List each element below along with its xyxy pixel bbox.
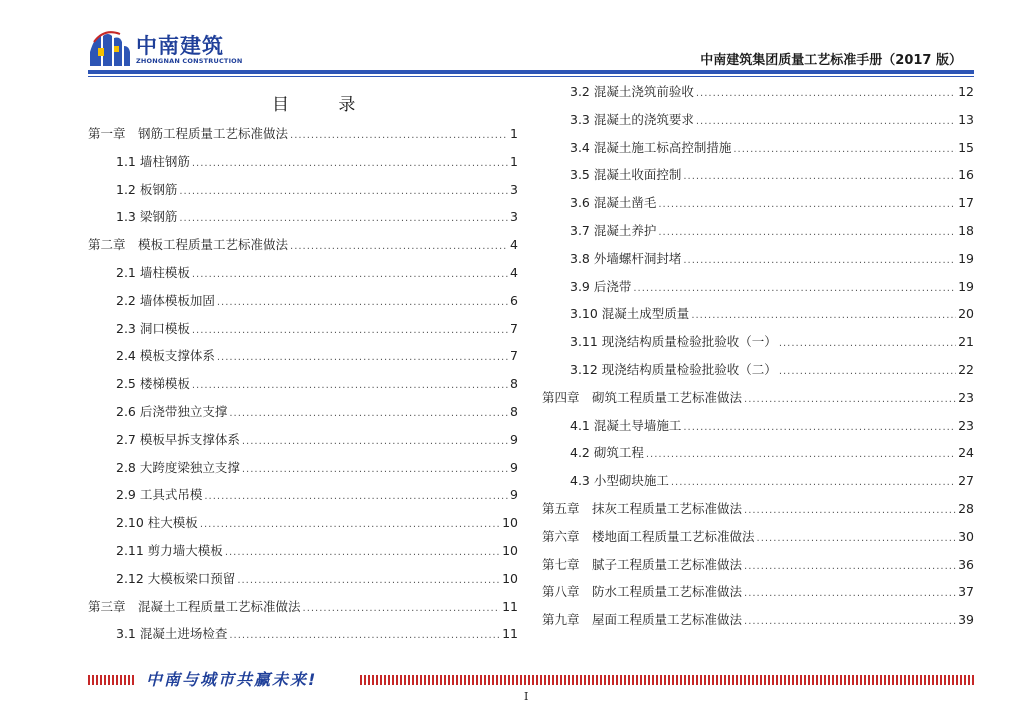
logo-building-icon	[88, 30, 132, 68]
toc-entry-page: 23	[958, 389, 974, 405]
toc-dot-leader	[683, 414, 956, 442]
toc-dot-leader	[192, 150, 508, 178]
toc-entry-page: 20	[958, 306, 974, 322]
toc-entry-label: 第一章 钢筋工程质量工艺标准做法	[88, 126, 289, 141]
company-logo	[88, 26, 243, 70]
toc-entry-page: 1	[510, 153, 518, 169]
toc-entry-page: 10	[502, 515, 518, 531]
toc-entry-page: 1	[510, 126, 518, 141]
toc-section-entry[interactable]	[542, 134, 974, 162]
toc-entry-label: 4.1 混凝土导墙施工	[570, 417, 682, 433]
footer-band	[88, 670, 974, 689]
toc-dot-leader	[633, 275, 956, 303]
toc-entry-label: 第八章 防水工程质量工艺标准做法	[542, 584, 743, 600]
toc-entry-label: 4.3 小型砌块施工	[570, 473, 669, 489]
toc-dot-leader	[658, 191, 956, 219]
toc-dot-leader	[179, 178, 508, 206]
toc-entry-page: 8	[510, 403, 518, 419]
toc-entry-page: 17	[958, 195, 974, 211]
toc-entry-label: 3.1 混凝土进场检查	[116, 626, 228, 642]
toc-heading: 目 录	[272, 95, 378, 115]
toc-entry-page: 8	[510, 376, 518, 392]
header-rule-thin	[88, 76, 974, 77]
toc-section-entry[interactable]	[88, 203, 518, 231]
toc-section-entry[interactable]	[542, 189, 974, 217]
logo-english-name: ZHONGNAN CONSTRUCTION	[136, 57, 243, 65]
toc-section-entry[interactable]	[88, 315, 518, 343]
toc-section-entry[interactable]	[542, 439, 974, 467]
toc-section-entry[interactable]	[88, 398, 518, 426]
toc-entry-label: 第六章 楼地面工程质量工艺标准做法	[542, 528, 755, 544]
toc-entry-label: 2.10 柱大模板	[116, 515, 198, 531]
toc-chapter-entry[interactable]	[542, 578, 974, 606]
toc-entry-page: 13	[958, 111, 974, 127]
toc-entry-page: 7	[510, 348, 518, 364]
toc-entry-label: 2.6 后浇带独立支撑	[116, 403, 228, 419]
toc-chapter-entry[interactable]	[542, 551, 974, 579]
logo-company-name: 中南建筑	[136, 34, 224, 58]
toc-section-entry[interactable]	[88, 176, 518, 204]
toc-entry-page: 12	[958, 84, 974, 99]
toc-section-entry[interactable]	[542, 467, 974, 495]
toc-section-entry[interactable]	[88, 342, 518, 370]
toc-dot-leader	[658, 219, 956, 247]
toc-dot-leader	[229, 622, 500, 650]
header-rule	[88, 70, 974, 74]
toc-dot-leader	[200, 511, 500, 539]
toc-entry-label: 2.8 大跨度梁独立支撑	[116, 459, 240, 475]
toc-dot-leader	[744, 580, 956, 608]
toc-dot-leader	[217, 344, 508, 372]
toc-entry-label: 3.8 外墙螺杆洞封堵	[570, 250, 682, 266]
toc-entry-page: 23	[958, 417, 974, 433]
toc-dot-leader	[237, 567, 500, 595]
toc-entry-page: 36	[958, 556, 974, 572]
toc-section-entry[interactable]	[88, 454, 518, 482]
toc-entry-label: 1.2 板钢筋	[116, 181, 178, 197]
toc-dot-leader	[290, 122, 508, 150]
toc-section-entry[interactable]	[88, 537, 518, 565]
toc-section-entry[interactable]	[542, 78, 974, 106]
toc-dot-leader	[779, 358, 956, 386]
toc-dot-leader	[290, 233, 508, 261]
toc-dot-leader	[192, 372, 508, 400]
toc-dot-leader	[229, 400, 508, 428]
toc-section-entry[interactable]	[542, 328, 974, 356]
toc-entry-page: 7	[510, 320, 518, 336]
toc-entry-label: 第三章 混凝土工程质量工艺标准做法	[88, 598, 301, 614]
toc-chapter-entry[interactable]	[88, 120, 518, 148]
toc-dot-leader	[192, 317, 508, 345]
toc-section-entry[interactable]	[542, 106, 974, 134]
toc-entry-page: 4	[510, 237, 518, 253]
toc-section-entry[interactable]	[88, 259, 518, 287]
toc-entry-page: 18	[958, 222, 974, 238]
toc-entry-page: 28	[958, 500, 974, 516]
toc-left-column	[88, 120, 518, 648]
toc-section-entry[interactable]	[542, 245, 974, 273]
toc-entry-page: 11	[502, 626, 518, 642]
toc-section-entry[interactable]	[88, 426, 518, 454]
toc-chapter-entry[interactable]	[542, 384, 974, 412]
toc-entry-page: 21	[958, 334, 974, 350]
toc-entry-label: 3.2 混凝土浇筑前验收	[570, 84, 694, 99]
toc-entry-label: 3.12 现浇结构质量检验批验收（二）	[570, 361, 777, 377]
toc-entry-page: 10	[502, 570, 518, 586]
toc-entry-label: 2.2 墙体模板加固	[116, 292, 215, 308]
toc-right-column	[542, 78, 974, 634]
toc-dot-leader	[691, 302, 956, 330]
toc-dot-leader	[671, 469, 956, 497]
toc-section-entry[interactable]	[542, 300, 974, 328]
page-number: I	[524, 690, 529, 703]
toc-entry-label: 第七章 腻子工程质量工艺标准做法	[542, 556, 743, 572]
toc-entry-page: 3	[510, 209, 518, 225]
toc-entry-page: 27	[958, 473, 974, 489]
footer-stripes-right	[360, 675, 974, 685]
toc-entry-page: 19	[958, 278, 974, 294]
toc-entry-page: 9	[510, 459, 518, 475]
toc-entry-page: 9	[510, 487, 518, 503]
toc-entry-label: 2.9 工具式吊模	[116, 487, 203, 503]
toc-entry-label: 1.1 墙柱钢筋	[116, 153, 190, 169]
toc-section-entry[interactable]	[88, 565, 518, 593]
footer-slogan: 中南与城市共赢未来!	[146, 670, 318, 689]
toc-entry-label: 3.10 混凝土成型质量	[570, 306, 690, 322]
toc-entry-page: 19	[958, 250, 974, 266]
toc-entry-label: 2.1 墙柱模板	[116, 264, 190, 280]
toc-entry-label: 第九章 屋面工程质量工艺标准做法	[542, 612, 743, 628]
toc-dot-leader	[733, 136, 956, 164]
toc-entry-page: 16	[958, 167, 974, 183]
toc-entry-page: 24	[958, 445, 974, 461]
toc-dot-leader	[683, 163, 956, 191]
toc-section-entry[interactable]	[542, 356, 974, 384]
toc-entry-label: 4.2 砌筑工程	[570, 445, 644, 461]
toc-chapter-entry[interactable]	[88, 231, 518, 259]
toc-dot-leader	[683, 247, 956, 275]
toc-dot-leader	[744, 386, 956, 414]
toc-dot-leader	[744, 553, 956, 581]
toc-dot-leader	[744, 608, 956, 636]
toc-entry-page: 37	[958, 584, 974, 600]
toc-chapter-entry[interactable]	[88, 593, 518, 621]
toc-section-entry[interactable]	[88, 148, 518, 176]
toc-dot-leader	[192, 261, 508, 289]
toc-entry-page: 6	[510, 292, 518, 308]
toc-dot-leader	[303, 595, 501, 623]
toc-section-entry[interactable]	[88, 509, 518, 537]
toc-entry-label: 3.9 后浇带	[570, 278, 632, 294]
toc-chapter-entry[interactable]	[542, 495, 974, 523]
toc-dot-leader	[217, 289, 508, 317]
document-title: 中南建筑集团质量工艺标准手册（2017 版）	[700, 53, 962, 68]
toc-entry-page: 30	[958, 528, 974, 544]
toc-entry-label: 3.11 现浇结构质量检验批验收（一）	[570, 334, 777, 350]
toc-chapter-entry[interactable]	[542, 523, 974, 551]
toc-dot-leader	[646, 441, 956, 469]
toc-entry-page: 3	[510, 181, 518, 197]
toc-entry-page: 4	[510, 264, 518, 280]
toc-entry-label: 3.7 混凝土养护	[570, 222, 657, 238]
toc-entry-page: 11	[502, 598, 518, 614]
toc-entry-label: 3.5 混凝土收面控制	[570, 167, 682, 183]
toc-dot-leader	[225, 539, 500, 567]
toc-dot-leader	[242, 456, 508, 484]
toc-section-entry[interactable]	[88, 370, 518, 398]
toc-entry-label: 3.3 混凝土的浇筑要求	[570, 111, 694, 127]
toc-entry-label: 2.7 模板早拆支撑体系	[116, 431, 240, 447]
toc-dot-leader	[696, 108, 956, 136]
toc-entry-label: 第五章 抹灰工程质量工艺标准做法	[542, 500, 743, 516]
toc-entry-label: 2.4 模板支撑体系	[116, 348, 215, 364]
toc-entry-page: 10	[502, 542, 518, 558]
toc-entry-label: 2.12 大模板梁口预留	[116, 570, 236, 586]
toc-chapter-entry[interactable]	[542, 606, 974, 634]
toc-dot-leader	[242, 428, 508, 456]
toc-section-entry[interactable]	[542, 412, 974, 440]
toc-dot-leader	[744, 497, 956, 525]
toc-section-entry[interactable]	[542, 273, 974, 301]
toc-section-entry[interactable]	[88, 620, 518, 648]
toc-dot-leader	[696, 80, 956, 108]
toc-dot-leader	[779, 330, 956, 358]
toc-entry-page: 39	[958, 612, 974, 628]
toc-section-entry[interactable]	[88, 287, 518, 315]
toc-section-entry[interactable]	[88, 481, 518, 509]
toc-entry-page: 22	[958, 361, 974, 377]
toc-entry-page: 15	[958, 139, 974, 155]
toc-entry-label: 1.3 梁钢筋	[116, 209, 178, 225]
toc-section-entry[interactable]	[542, 217, 974, 245]
toc-entry-label: 2.3 洞口模板	[116, 320, 190, 336]
toc-entry-label: 3.6 混凝土凿毛	[570, 195, 657, 211]
toc-entry-label: 3.4 混凝土施工标高控制措施	[570, 139, 732, 155]
toc-section-entry[interactable]	[542, 161, 974, 189]
toc-dot-leader	[757, 525, 957, 553]
toc-entry-page: 9	[510, 431, 518, 447]
toc-entry-label: 2.11 剪力墙大模板	[116, 542, 223, 558]
toc-entry-label: 2.5 楼梯模板	[116, 376, 190, 392]
toc-dot-leader	[179, 205, 508, 233]
footer-stripes-left	[88, 675, 136, 685]
toc-entry-label: 第二章 模板工程质量工艺标准做法	[88, 237, 289, 253]
toc-dot-leader	[204, 483, 508, 511]
toc-entry-label: 第四章 砌筑工程质量工艺标准做法	[542, 389, 743, 405]
